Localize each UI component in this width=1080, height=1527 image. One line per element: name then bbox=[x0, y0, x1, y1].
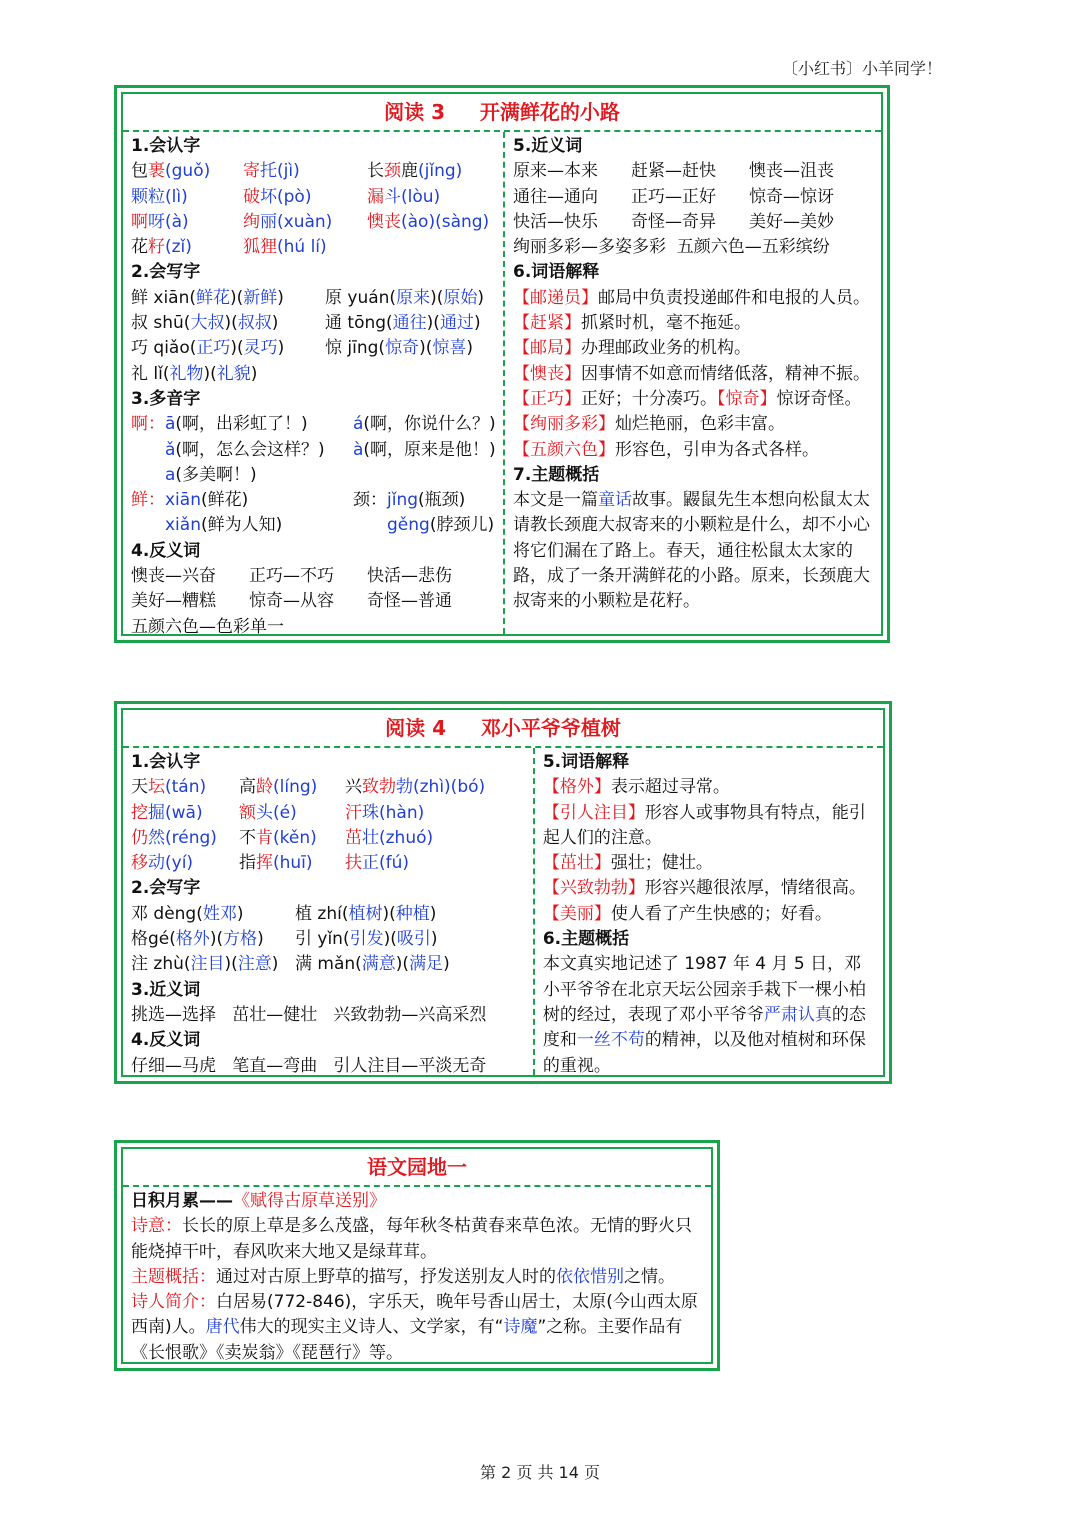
summary: 本文真实地记述了 1987 年 4 月 5 日，邓小平爷爷在北京天坛公园亲手栽下一棵小柏树的经过，表现了邓小平爷爷严肃认真的态度和一丝不苟的精神，以及他对植树和环保的重视。 bbox=[542, 954, 866, 1075]
section-heading: 3.多音字 bbox=[131, 388, 201, 409]
polyphone-row: 鲜：xiān(鲜花) 颈：jǐng(瓶颈) bbox=[131, 490, 466, 511]
synonym-row: 绚丽多彩—多姿多彩 五颜六色—五彩缤纷 bbox=[512, 237, 830, 258]
section-heading: 1.会认字 bbox=[131, 136, 201, 156]
definition: 【五颜六色】形容色，引申为各式各样。 bbox=[512, 439, 819, 460]
section-heading: 3.近义词 bbox=[131, 979, 201, 1000]
section-heading: 4.反义词 bbox=[131, 1030, 201, 1051]
poem-theme: 主题概括：通过对古原上野草的描写，抒发送别友人时的依依惜别之情。 bbox=[131, 1266, 675, 1287]
section-heading: 7.主题概括 bbox=[512, 464, 600, 485]
polyphone-row: xiǎn(鲜为人知) gěng(脖颈儿) bbox=[165, 515, 495, 536]
definition: 【正巧】正好；十分凑巧。【惊奇】惊讶奇怪。 bbox=[512, 388, 862, 409]
antonym-row: 懊丧—兴奋 正巧—不巧 快活—悲伤 bbox=[131, 566, 452, 587]
poet-intro: 诗人简介：白居易(772-846)，字乐天，晚年号香山居士，太原(今山西太原西南)人。唐代伟大的现实主义诗人、文学家，有“诗魔”之称。主要作品有《长恨歌》《卖炭翁》《琵琶行》等。 bbox=[131, 1292, 698, 1363]
card-title: 阅读 4 邓小平爷爷植树 bbox=[123, 710, 883, 748]
definition: 【绚丽多彩】灿烂艳丽，色彩丰富。 bbox=[512, 414, 785, 435]
definition: 【懊丧】因事情不如意而情绪低落，精神不振。 bbox=[512, 363, 870, 384]
char-row: 颗粒(lì) 破坏(pò) 漏斗(lòu) bbox=[131, 186, 441, 207]
card-title: 阅读 3 开满鲜花的小路 bbox=[123, 94, 881, 132]
antonym-row: 五颜六色—色彩单一 bbox=[131, 616, 284, 634]
definition: 【格外】表示超过寻常。 bbox=[542, 777, 730, 798]
poem-meaning: 诗意：长长的原上草是多么茂盛，每年秋冬枯黄春来草色浓。无情的野火只能烧掉干叶，春风吹来大地又是绿茸茸。 bbox=[131, 1216, 692, 1262]
section-heading: 2.会写字 bbox=[131, 878, 201, 899]
card-chinese-garden-1 bbox=[114, 1140, 720, 1371]
char-row: 天坛(tán) 高龄(líng) 兴致勃勃(zhì)(bó) bbox=[131, 777, 486, 798]
char-row: 花籽(zǐ) 狐狸(hú lí) bbox=[131, 237, 327, 258]
definition: 【兴致勃勃】形容兴趣很浓厚，情绪很高。 bbox=[542, 878, 866, 899]
header-note: 〔小红书〕小羊同学！ bbox=[781, 59, 942, 78]
write-row: 注 zhù(注目)(注意) 满 mǎn(满意)(满足) bbox=[131, 954, 450, 975]
section-heading: 日积月累——《赋得古原草送别》 bbox=[131, 1191, 386, 1211]
polyphone-row: a(多美啊！) bbox=[165, 464, 257, 485]
section-heading: 4.反义词 bbox=[131, 540, 201, 561]
polyphone-row: ǎ(啊，怎么会这样？) à(啊，原来是他！) bbox=[165, 439, 496, 460]
write-row: 邓 dèng(姓邓) 植 zhí(植树)(种植) bbox=[131, 903, 437, 924]
synonym-row: 挑选—选择 茁壮—健壮 兴致勃勃—兴高采烈 bbox=[131, 1004, 487, 1025]
antonym-row: 仔细—马虎 笔直—弯曲 引人注目—平淡无奇 bbox=[131, 1055, 487, 1075]
definition: 【引人注目】形容人或事物具有特点，能引起人们的注意。 bbox=[542, 802, 866, 848]
write-row: 巧 qiǎo(正巧)(灵巧) 惊 jīng(惊奇)(惊喜) bbox=[131, 338, 473, 359]
page-footer: 第 2 页 共 14 页 bbox=[480, 1463, 600, 1482]
antonym-row: 美好—糟糕 惊奇—从容 奇怪—普通 bbox=[131, 591, 452, 612]
card-title: 语文园地一 bbox=[123, 1149, 711, 1187]
synonym-row: 原来—本来 赶紧—赶快 懊丧—沮丧 bbox=[512, 161, 834, 182]
char-row: 仍然(réng) 不肯(kěn) 茁壮(zhuó) bbox=[131, 827, 434, 848]
section-heading: 6.主题概括 bbox=[542, 929, 630, 950]
definition: 【赶紧】抓紧时机，毫不拖延。 bbox=[512, 313, 751, 334]
synonym-row: 快活—快乐 奇怪—奇异 美好—美妙 bbox=[512, 211, 834, 232]
polyphone-row: 啊：ā(啊，出彩虹了！) á(啊，你说什么？) bbox=[131, 414, 496, 435]
char-row: 啊呀(à) 绚丽(xuàn) 懊丧(ào)(sàng) bbox=[131, 211, 490, 232]
char-row: 挖掘(wā) 额头(é) 汗珠(hàn) bbox=[131, 802, 425, 823]
definition: 【美丽】使人看了产生快感的；好看。 bbox=[542, 903, 832, 924]
definition: 【邮递员】邮局中负责投递邮件和电报的人员。 bbox=[512, 287, 870, 308]
definition: 【邮局】办理邮政业务的机构。 bbox=[512, 338, 751, 359]
section-heading: 2.会写字 bbox=[131, 262, 201, 283]
section-heading: 6.词语解释 bbox=[512, 262, 600, 283]
section-heading: 1.会认字 bbox=[131, 752, 201, 772]
section-heading: 5.近义词 bbox=[512, 136, 583, 156]
section-heading: 5.词语解释 bbox=[542, 752, 630, 772]
card-reading-4 bbox=[114, 701, 892, 1084]
synonym-row: 通往—通向 正巧—正好 惊奇—惊讶 bbox=[512, 186, 834, 207]
definition: 【茁壮】强壮；健壮。 bbox=[542, 853, 713, 874]
summary: 本文是一篇童话故事。鼹鼠先生本想向松鼠太太请教长颈鹿大叔寄来的小颗粒是什么，却不小心将它们漏在了路上。春天，通往松鼠太太家的路，成了一条开满鲜花的小路。原来，长颈鹿大叔寄来的小颗粒是花籽。 bbox=[512, 490, 870, 612]
write-row: 叔 shū(大叔)(叔叔) 通 tōng(通往)(通过) bbox=[131, 313, 481, 334]
char-row: 包裹(guǒ) 寄托(jì) 长颈鹿(jǐng) bbox=[131, 161, 463, 182]
write-row: 礼 lǐ(礼物)(礼貌) bbox=[131, 363, 258, 384]
card-reading-3 bbox=[114, 85, 890, 643]
write-row: 格gé(格外)(方格) 引 yǐn(引发)(吸引) bbox=[131, 929, 438, 950]
write-row: 鲜 xiān(鲜花)(新鲜) 原 yuán(原来)(原始) bbox=[131, 287, 484, 308]
char-row: 移动(yí) 指挥(huī) 扶正(fú) bbox=[131, 853, 410, 874]
